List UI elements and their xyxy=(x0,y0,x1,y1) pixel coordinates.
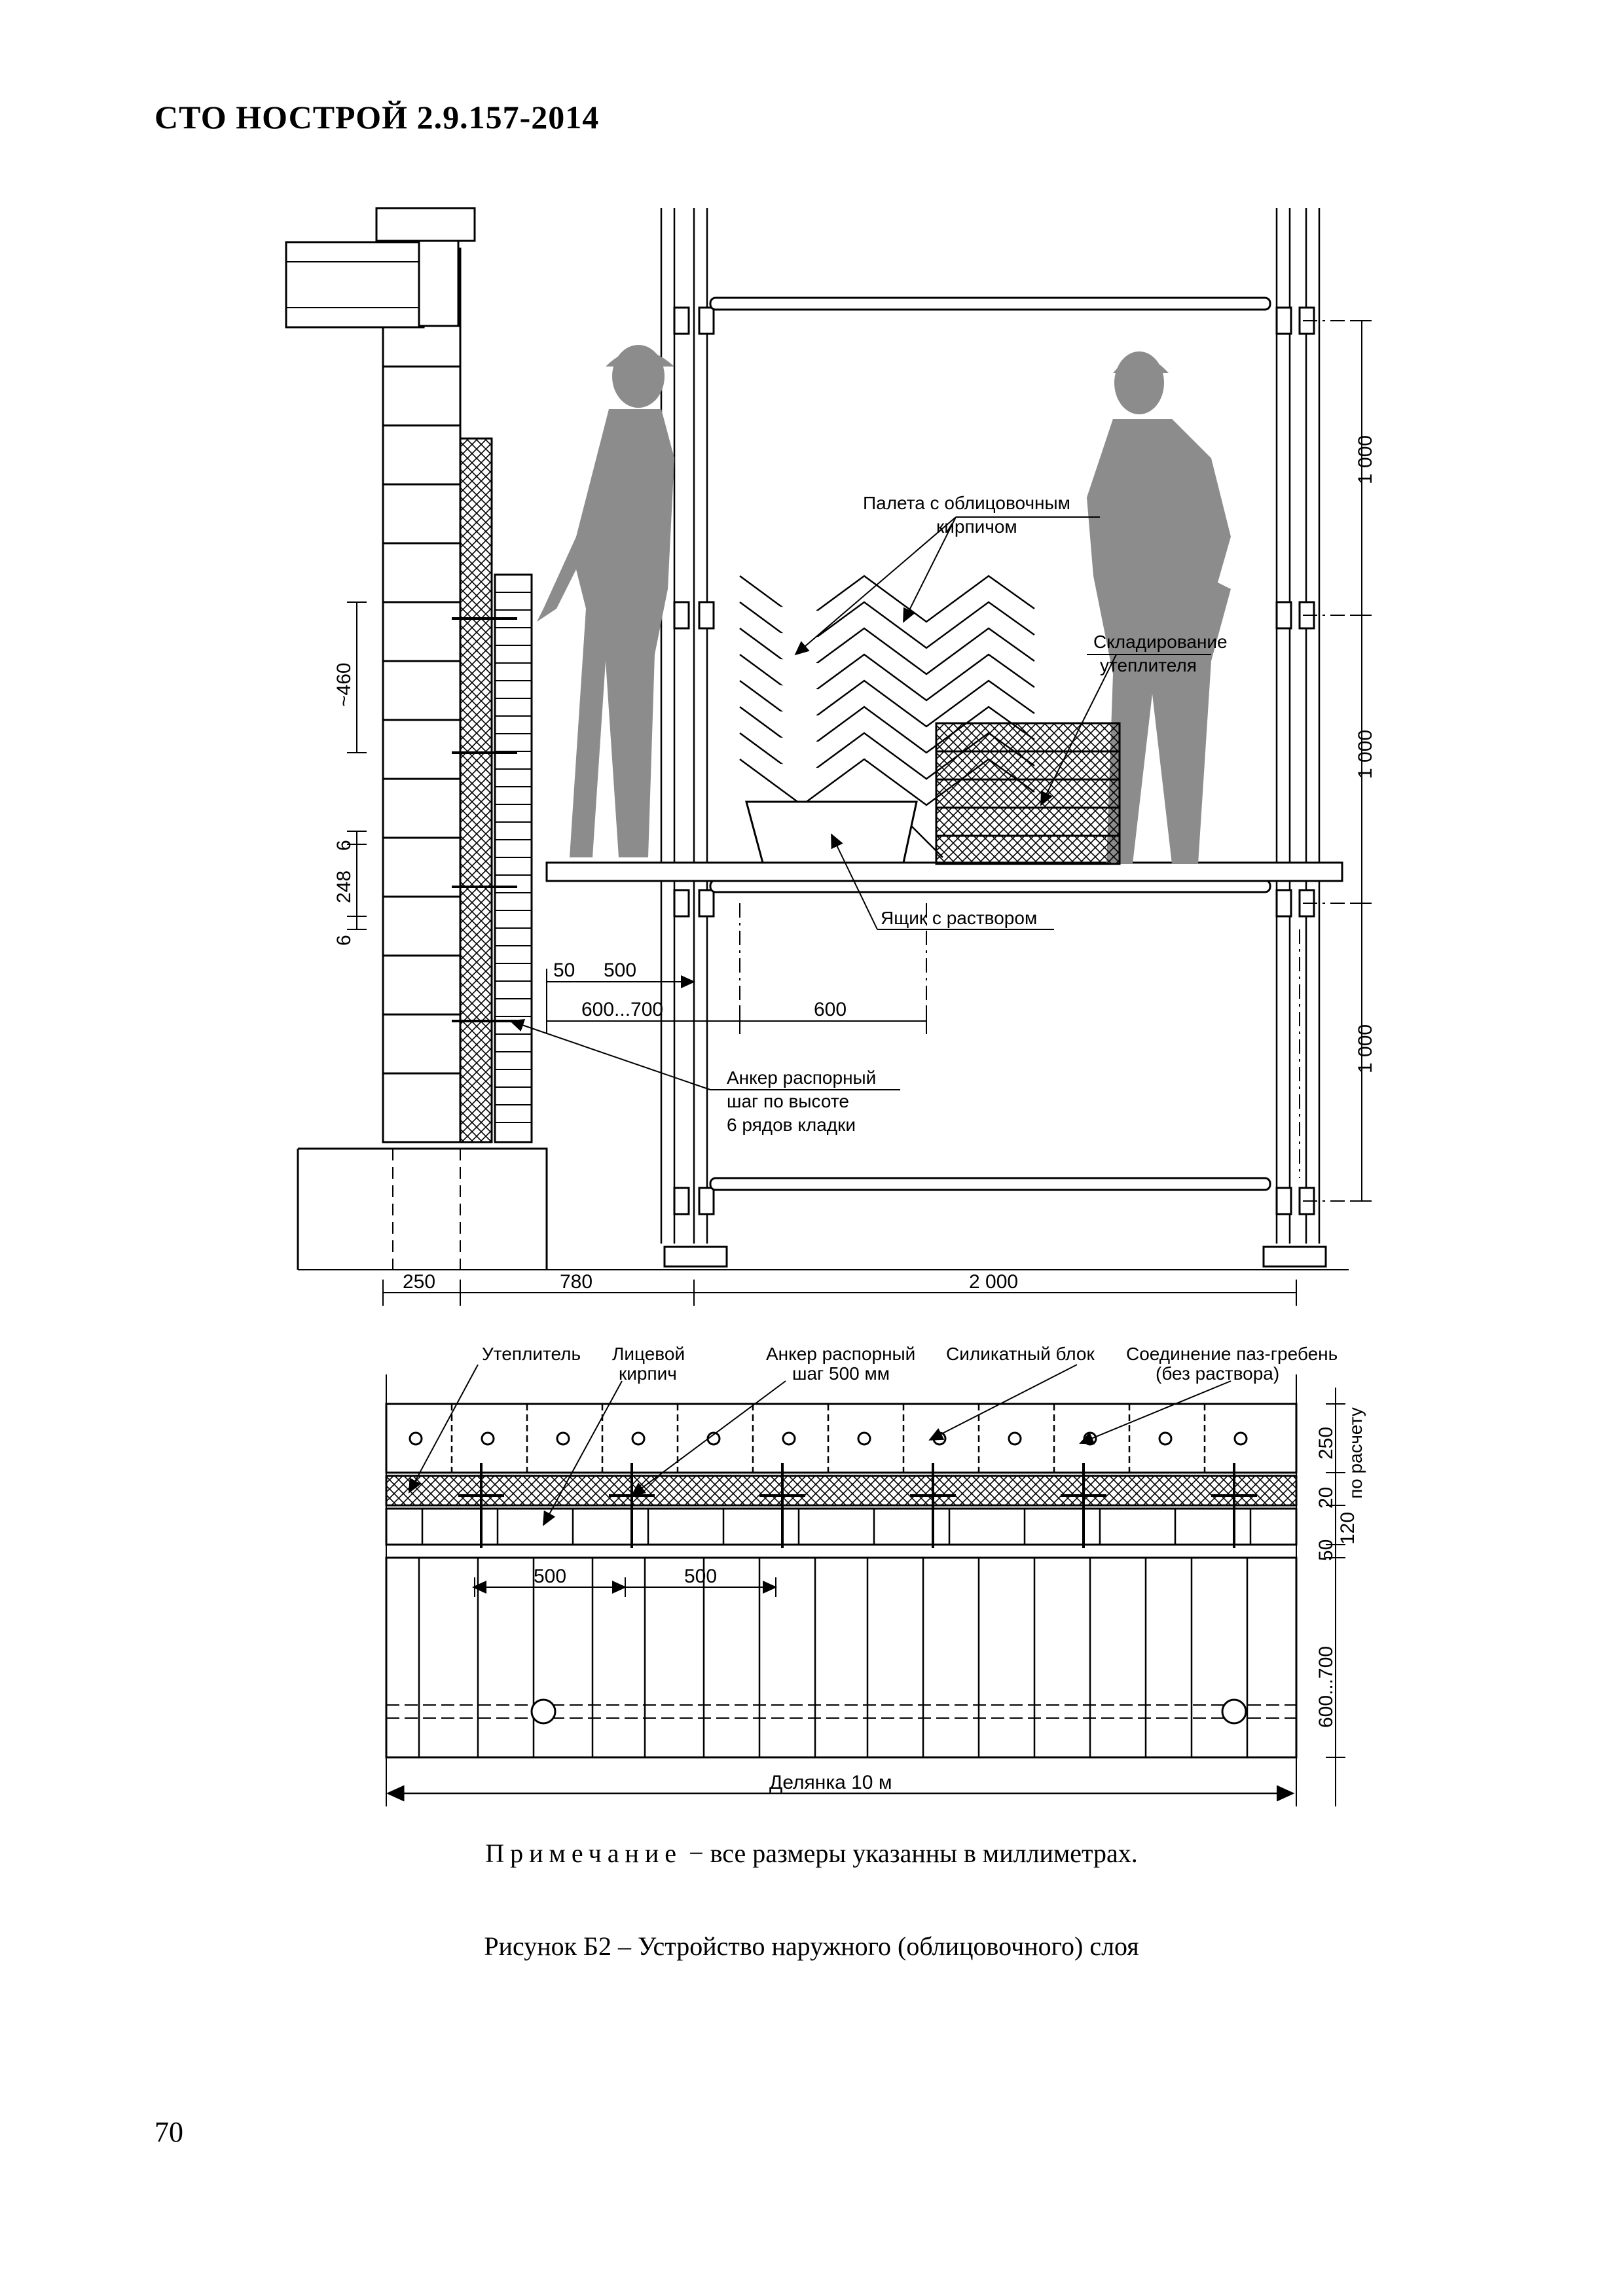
dim-6-top: 6 xyxy=(333,840,355,851)
plan-facing-brick-label-2: кирпич xyxy=(619,1363,677,1384)
insulation-storage-label-2: утеплителя xyxy=(1100,655,1197,675)
insulation-storage-label-1: Складирование xyxy=(1093,632,1228,652)
plan-anchor-label-1: Анкер распорный xyxy=(766,1344,916,1364)
dim-780: 780 xyxy=(560,1271,593,1293)
pallet-label-1: Палета с облицовочным xyxy=(863,493,1070,513)
note-prefix: Примечание xyxy=(485,1839,683,1868)
plan-facing-brick-label-1: Лицевой xyxy=(612,1344,685,1364)
dim-600: 600 xyxy=(814,999,847,1020)
dim-500: 500 xyxy=(604,960,637,981)
plan-joint-label-1: Соединение паз-гребень xyxy=(1126,1344,1338,1364)
plan-dim-120: 120 xyxy=(1337,1511,1359,1545)
plan-dim-50: 50 xyxy=(1315,1539,1337,1561)
plan-dim-500-a: 500 xyxy=(534,1566,567,1587)
drawing-note xyxy=(0,1838,1623,1869)
dim-248: 248 xyxy=(333,870,355,903)
note-text: − все размеры указанны в миллиметрах. xyxy=(682,1839,1138,1868)
scaffold-deck xyxy=(547,863,1342,881)
plan-dim-250: 250 xyxy=(1315,1426,1337,1460)
dim-250: 250 xyxy=(403,1271,436,1293)
plan-section-label: Делянка 10 м xyxy=(769,1772,892,1793)
insulation-layer xyxy=(460,439,492,1142)
dim-1000-middle: 1 000 xyxy=(1355,729,1376,779)
plan-silicate-block-label: Силикатный блок xyxy=(946,1344,1095,1364)
figure-caption: Рисунок Б2 – Устройство наружного (облицовочного) слоя xyxy=(484,1931,1139,1961)
anchor-label-1: Анкер распорный xyxy=(727,1067,877,1088)
plan-dim-500-b: 500 xyxy=(684,1566,718,1587)
dim-460: ~460 xyxy=(333,662,355,707)
dim-6-bottom: 6 xyxy=(333,935,355,946)
page-number: 70 xyxy=(155,2116,183,2148)
anchor-label-2: шаг по высоте xyxy=(727,1091,849,1111)
worker-silhouette-left xyxy=(537,345,674,857)
facing-brick-row xyxy=(386,1509,1296,1545)
plan-anchor-label-2: шаг 500 мм xyxy=(792,1363,890,1384)
plan-insulation-strip xyxy=(386,1476,1296,1505)
dim-2000: 2 000 xyxy=(969,1271,1019,1293)
anchor-label-3: 6 рядов кладки xyxy=(727,1115,856,1135)
silicate-block-row xyxy=(386,1404,1296,1473)
plan-dim-600-700: 600...700 xyxy=(1315,1645,1337,1728)
dim-600-700: 600...700 xyxy=(581,999,664,1020)
facing-brick-column xyxy=(495,575,532,1142)
document-header: СТО НОСТРОЙ 2.9.157-2014 xyxy=(155,99,600,135)
elevation-view xyxy=(286,208,1372,1306)
dim-1000-bottom: 1 000 xyxy=(1355,1024,1376,1073)
block-wall xyxy=(286,208,475,1142)
plan-dim-20: 20 xyxy=(1315,1486,1337,1509)
plan-view xyxy=(386,1365,1345,1806)
mortar-box xyxy=(746,802,917,863)
insulation-stack xyxy=(936,723,1120,864)
dim-50: 50 xyxy=(553,960,575,981)
plan-insulation-label: Утеплитель xyxy=(482,1344,581,1364)
mortar-box-label: Ящик с раствором xyxy=(881,908,1038,928)
pallet-label-2: кирпичом xyxy=(936,516,1017,537)
plan-dim-by-calc: по расчету xyxy=(1345,1407,1366,1499)
plan-joint-label-2: (без раствора) xyxy=(1156,1363,1280,1384)
dim-1000-top: 1 000 xyxy=(1355,435,1376,484)
